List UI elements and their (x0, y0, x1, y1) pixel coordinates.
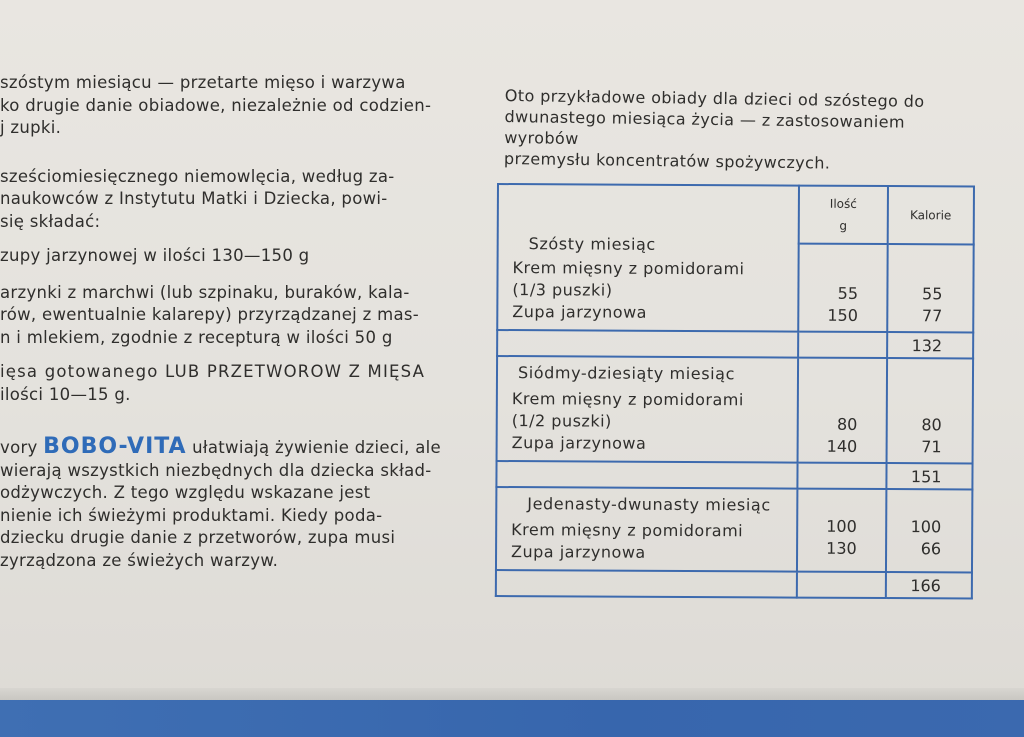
food-portion: (1/3 puszki) (512, 280, 613, 300)
food-name: Zupa jarzynowa (512, 302, 648, 322)
left-column-text (0, 72, 470, 572)
quantity-header (799, 186, 888, 244)
total-row (496, 461, 972, 489)
text-line: odżywczych. Z tego względu wskazane jest (0, 483, 371, 502)
table-row (496, 487, 972, 572)
intro-line: dwunastego miesiąca życia — z zastosowaniem wyrobów (504, 106, 906, 149)
empty-cell (797, 572, 885, 598)
empty-cell (496, 461, 797, 489)
text-line: się składać: (0, 211, 101, 231)
quantity-value: 80 (836, 414, 858, 434)
calories-cell (886, 358, 973, 463)
quantity-value: 150 (827, 305, 858, 325)
text-line: ięsa gotowanego LUB PRZETWOROW Z MIĘSA (0, 362, 426, 381)
calories-total: 132 (911, 336, 943, 356)
calories-value: 66 (920, 538, 942, 558)
quantity-label: Ilość (829, 196, 857, 211)
calories-value: 55 (922, 284, 943, 304)
food-name: Zupa jarzynowa (511, 542, 646, 562)
diet-table (495, 183, 975, 599)
quantity-cell (798, 358, 887, 463)
quantity-value: 100 (826, 516, 857, 536)
text-line: zupy jarzynowej w ilości 130—150 g (0, 246, 310, 265)
section-cell (497, 356, 799, 463)
text-line: nienie ich świeżymi produktami. Kiedy poda- (0, 505, 383, 525)
text-line: zyrządzona ze świeżych warzyw. (0, 550, 279, 570)
table-header-row (498, 184, 974, 244)
calories-value: 100 (910, 516, 942, 536)
total-cell (886, 463, 973, 489)
text-line: dziecku drugie danie z przetworów, zupa musi (0, 528, 396, 547)
text-fragment: vory (0, 438, 38, 457)
text-line: rów, ewentualnie kalarepy) przyrządzanej z mas- (0, 305, 420, 324)
empty-cell (497, 330, 798, 358)
quantity-cell (797, 489, 886, 572)
text-line: wierają wszystkich niezbędnych dla dziecka skład- (0, 460, 432, 480)
text-line: sześciomiesięcznego niemowlęcia, według za- (0, 166, 395, 186)
text-line: ilości 10—15 g. (0, 384, 131, 404)
food-name: Krem mięsny z pomidorami (511, 520, 744, 541)
empty-cell (798, 332, 886, 358)
quantity-value: 140 (826, 436, 858, 456)
text-fragment: ułatwiają żywienie dzieci, ale (192, 438, 441, 457)
table-intro (504, 85, 985, 176)
calories-total: 151 (910, 467, 942, 487)
calories-cell (887, 244, 974, 332)
section-title: Szósty miesiąc (528, 234, 656, 254)
quantity-unit: g (839, 218, 848, 233)
brand-name: BOBO-VITA (43, 436, 187, 459)
calories-value: 77 (921, 306, 943, 326)
calories-value: 71 (921, 437, 942, 457)
section-title: Jedenasty-dwunasty miesiąc (527, 494, 771, 515)
page-edge (0, 688, 1024, 700)
table-row (497, 356, 974, 463)
food-name: Krem mięsny z pomidorami (511, 389, 744, 410)
text-line: j zupki. (0, 118, 62, 137)
diet-table-wrapper (495, 183, 975, 596)
text-line: szóstym miesiącu — przetarte mięso i warzywa (0, 73, 406, 92)
text-line (0, 436, 470, 460)
quantity-value: 130 (826, 538, 857, 558)
food-portion: (1/2 puszki) (511, 411, 612, 431)
empty-cell (496, 570, 797, 598)
section-cell (496, 487, 798, 572)
blue-cover-strip (0, 700, 1024, 737)
food-name: Zupa jarzynowa (511, 433, 647, 453)
calories-value: 80 (921, 415, 942, 435)
text-line: n i mlekiem, zgodnie z recepturą w ilości 50 g (0, 327, 393, 347)
calories-total: 166 (910, 576, 941, 596)
quantity-value: 55 (837, 283, 859, 303)
food-name: Krem mięsny z pomidorami (512, 258, 745, 279)
intro-line: przemysłu koncentratów spożywczych. (503, 148, 831, 173)
section-cell (497, 184, 799, 332)
intro-line: Oto przykładowe obiady dla dzieci od szóstego do (504, 85, 925, 111)
section-title: Siódmy-dziesiąty miesiąc (517, 363, 736, 384)
text-line: ko drugie danie obiadowe, niezależnie od codzien- (0, 95, 432, 115)
total-row (496, 570, 972, 598)
total-cell (885, 572, 972, 598)
calories-header: Kalorie (887, 186, 974, 244)
quantity-cell (798, 244, 887, 332)
total-cell (887, 332, 974, 358)
text-line: naukowców z Instytutu Matki i Dziecka, powi- (0, 189, 388, 208)
total-row (497, 330, 973, 358)
empty-cell (798, 463, 886, 489)
text-line: arzynki z marchwi (lub szpinaku, buraków, kala- (0, 282, 410, 302)
calories-cell (886, 489, 973, 572)
